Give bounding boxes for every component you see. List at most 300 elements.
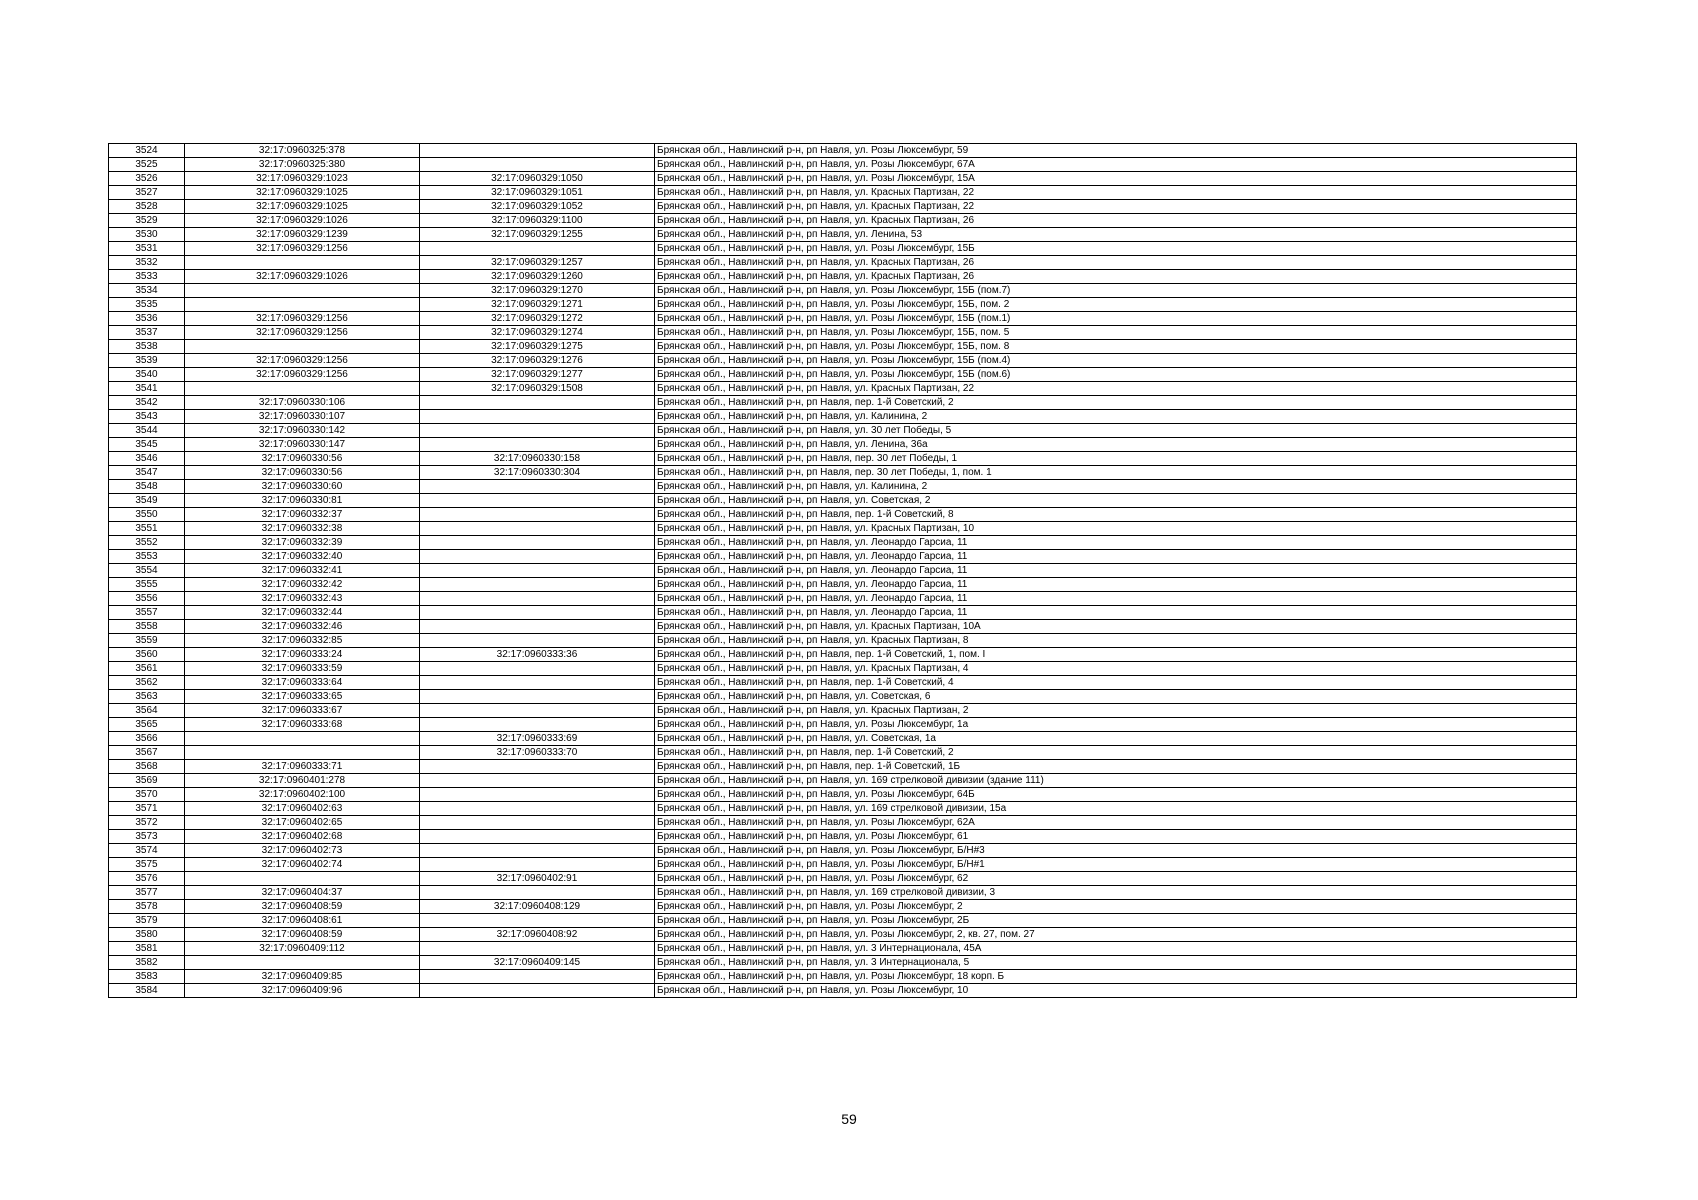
parcel-cadastral-number-cell: 32:17:0960333:68: [185, 718, 420, 732]
object-cadastral-number-cell: [420, 914, 655, 928]
object-cadastral-number-cell: [420, 578, 655, 592]
object-cadastral-number-cell: 32:17:0960329:1100: [420, 214, 655, 228]
address-cell: Брянская обл., Навлинский р-н, рп Навля, ул. Леонардо Гарсиа, 11: [655, 536, 1577, 550]
table-row: [109, 802, 1577, 816]
address-cell: Брянская обл., Навлинский р-н, рп Навля, ул. Красных Партизан, 22: [655, 382, 1577, 396]
table-row: [109, 592, 1577, 606]
row-number-cell: 3527: [109, 186, 185, 200]
table-row: [109, 830, 1577, 844]
parcel-cadastral-number-cell: 32:17:0960329:1025: [185, 186, 420, 200]
parcel-cadastral-number-cell: 32:17:0960402:63: [185, 802, 420, 816]
row-number-cell: 3578: [109, 900, 185, 914]
row-number-cell: 3561: [109, 662, 185, 676]
row-number-cell: 3572: [109, 816, 185, 830]
address-cell: Брянская обл., Навлинский р-н, рп Навля, ул. Красных Партизан, 10А: [655, 620, 1577, 634]
row-number-cell: 3575: [109, 858, 185, 872]
row-number-cell: 3544: [109, 424, 185, 438]
table-row: [109, 914, 1577, 928]
row-number-cell: 3579: [109, 914, 185, 928]
table-row: [109, 928, 1577, 942]
address-cell: Брянская обл., Навлинский р-н, рп Навля, ул. Розы Люксембург, 15А: [655, 172, 1577, 186]
row-number-cell: 3557: [109, 606, 185, 620]
parcel-cadastral-number-cell: 32:17:0960329:1026: [185, 270, 420, 284]
row-number-cell: 3549: [109, 494, 185, 508]
parcel-cadastral-number-cell: 32:17:0960330:107: [185, 410, 420, 424]
parcel-cadastral-number-cell: 32:17:0960333:59: [185, 662, 420, 676]
table-row: [109, 606, 1577, 620]
row-number-cell: 3568: [109, 760, 185, 774]
address-cell: Брянская обл., Навлинский р-н, рп Навля, ул. Ленина, 36а: [655, 438, 1577, 452]
table-row: [109, 676, 1577, 690]
row-number-cell: 3547: [109, 466, 185, 480]
address-cell: Брянская обл., Навлинский р-н, рп Навля, пер. 1-й Советский, 8: [655, 508, 1577, 522]
object-cadastral-number-cell: 32:17:0960329:1051: [420, 186, 655, 200]
row-number-cell: 3581: [109, 942, 185, 956]
table-row: [109, 186, 1577, 200]
address-cell: Брянская обл., Навлинский р-н, рп Навля, ул. Розы Люксембург, Б/Н#1: [655, 858, 1577, 872]
object-cadastral-number-cell: 32:17:0960408:92: [420, 928, 655, 942]
registry-table-wrapper: [108, 143, 1576, 998]
address-cell: Брянская обл., Навлинский р-н, рп Навля, ул. Красных Партизан, 4: [655, 662, 1577, 676]
parcel-cadastral-number-cell: 32:17:0960329:1026: [185, 214, 420, 228]
parcel-cadastral-number-cell: 32:17:0960402:100: [185, 788, 420, 802]
address-cell: Брянская обл., Навлинский р-н, рп Навля, ул. Розы Люксембург, 15Б, пом. 2: [655, 298, 1577, 312]
address-cell: Брянская обл., Навлинский р-н, рп Навля, ул. Розы Люксембург, 15Б, пом. 8: [655, 340, 1577, 354]
row-number-cell: 3546: [109, 452, 185, 466]
object-cadastral-number-cell: [420, 858, 655, 872]
address-cell: Брянская обл., Навлинский р-н, рп Навля, пер. 1-й Советский, 2: [655, 746, 1577, 760]
parcel-cadastral-number-cell: 32:17:0960329:1256: [185, 326, 420, 340]
address-cell: Брянская обл., Навлинский р-н, рп Навля, ул. Советская, 2: [655, 494, 1577, 508]
address-cell: Брянская обл., Навлинский р-н, рп Навля, ул. Розы Люксембург, 15Б: [655, 242, 1577, 256]
address-cell: Брянская обл., Навлинский р-н, рп Навля, ул. Красных Партизан, 26: [655, 270, 1577, 284]
parcel-cadastral-number-cell: 32:17:0960401:278: [185, 774, 420, 788]
table-row: [109, 326, 1577, 340]
table-row: [109, 368, 1577, 382]
table-row: [109, 256, 1577, 270]
table-row: [109, 718, 1577, 732]
address-cell: Брянская обл., Навлинский р-н, рп Навля, ул. Розы Люксембург, 15Б (пом.4): [655, 354, 1577, 368]
table-row: [109, 438, 1577, 452]
table-row: [109, 746, 1577, 760]
object-cadastral-number-cell: 32:17:0960329:1050: [420, 172, 655, 186]
table-row: [109, 228, 1577, 242]
row-number-cell: 3532: [109, 256, 185, 270]
row-number-cell: 3566: [109, 732, 185, 746]
table-row: [109, 452, 1577, 466]
object-cadastral-number-cell: [420, 508, 655, 522]
row-number-cell: 3574: [109, 844, 185, 858]
parcel-cadastral-number-cell: 32:17:0960332:40: [185, 550, 420, 564]
row-number-cell: 3569: [109, 774, 185, 788]
address-cell: Брянская обл., Навлинский р-н, рп Навля, пер. 1-й Советский, 4: [655, 676, 1577, 690]
row-number-cell: 3562: [109, 676, 185, 690]
parcel-cadastral-number-cell: 32:17:0960332:37: [185, 508, 420, 522]
address-cell: Брянская обл., Навлинский р-н, рп Навля, ул. Розы Люксембург, 15Б (пом.1): [655, 312, 1577, 326]
row-number-cell: 3571: [109, 802, 185, 816]
parcel-cadastral-number-cell: 32:17:0960333:65: [185, 690, 420, 704]
row-number-cell: 3531: [109, 242, 185, 256]
table-row: [109, 144, 1577, 158]
row-number-cell: 3540: [109, 368, 185, 382]
parcel-cadastral-number-cell: 32:17:0960332:41: [185, 564, 420, 578]
row-number-cell: 3555: [109, 578, 185, 592]
address-cell: Брянская обл., Навлинский р-н, рп Навля, ул. Розы Люксембург, 59: [655, 144, 1577, 158]
parcel-cadastral-number-cell: 32:17:0960330:81: [185, 494, 420, 508]
address-cell: Брянская обл., Навлинский р-н, рп Навля, ул. Леонардо Гарсиа, 11: [655, 578, 1577, 592]
object-cadastral-number-cell: 32:17:0960329:1272: [420, 312, 655, 326]
object-cadastral-number-cell: [420, 494, 655, 508]
row-number-cell: 3539: [109, 354, 185, 368]
parcel-cadastral-number-cell: 32:17:0960408:59: [185, 928, 420, 942]
row-number-cell: 3545: [109, 438, 185, 452]
parcel-cadastral-number-cell: 32:17:0960332:43: [185, 592, 420, 606]
table-row: [109, 578, 1577, 592]
object-cadastral-number-cell: 32:17:0960333:70: [420, 746, 655, 760]
address-cell: Брянская обл., Навлинский р-н, рп Навля, ул. Красных Партизан, 26: [655, 256, 1577, 270]
parcel-cadastral-number-cell: 32:17:0960332:46: [185, 620, 420, 634]
object-cadastral-number-cell: [420, 480, 655, 494]
address-cell: Брянская обл., Навлинский р-н, рп Навля, ул. Розы Люксембург, 64Б: [655, 788, 1577, 802]
address-cell: Брянская обл., Навлинский р-н, рп Навля, ул. Ленина, 53: [655, 228, 1577, 242]
address-cell: Брянская обл., Навлинский р-н, рп Навля, ул. 169 стрелковой дивизии, 3: [655, 886, 1577, 900]
table-row: [109, 410, 1577, 424]
address-cell: Брянская обл., Навлинский р-н, рп Навля, ул. Розы Люксембург, 2Б: [655, 914, 1577, 928]
row-number-cell: 3553: [109, 550, 185, 564]
address-cell: Брянская обл., Навлинский р-н, рп Навля, ул. Красных Партизан, 2: [655, 704, 1577, 718]
parcel-cadastral-number-cell: 32:17:0960409:96: [185, 984, 420, 998]
table-row: [109, 480, 1577, 494]
row-number-cell: 3533: [109, 270, 185, 284]
object-cadastral-number-cell: 32:17:0960329:1052: [420, 200, 655, 214]
row-number-cell: 3565: [109, 718, 185, 732]
table-row: [109, 158, 1577, 172]
object-cadastral-number-cell: [420, 536, 655, 550]
parcel-cadastral-number-cell: [185, 298, 420, 312]
object-cadastral-number-cell: [420, 424, 655, 438]
address-cell: Брянская обл., Навлинский р-н, рп Навля, ул. Розы Люксембург, 1а: [655, 718, 1577, 732]
table-row: [109, 494, 1577, 508]
address-cell: Брянская обл., Навлинский р-н, рп Навля, ул. Розы Люксембург, 18 корп. Б: [655, 970, 1577, 984]
row-number-cell: 3525: [109, 158, 185, 172]
object-cadastral-number-cell: [420, 788, 655, 802]
object-cadastral-number-cell: [420, 620, 655, 634]
table-row: [109, 942, 1577, 956]
row-number-cell: 3577: [109, 886, 185, 900]
object-cadastral-number-cell: 32:17:0960409:145: [420, 956, 655, 970]
object-cadastral-number-cell: 32:17:0960329:1275: [420, 340, 655, 354]
address-cell: Брянская обл., Навлинский р-н, рп Навля, ул. Советская, 6: [655, 690, 1577, 704]
parcel-cadastral-number-cell: 32:17:0960330:142: [185, 424, 420, 438]
address-cell: Брянская обл., Навлинский р-н, рп Навля, ул. Леонардо Гарсиа, 11: [655, 550, 1577, 564]
row-number-cell: 3534: [109, 284, 185, 298]
table-row: [109, 690, 1577, 704]
row-number-cell: 3551: [109, 522, 185, 536]
table-row: [109, 732, 1577, 746]
table-row: [109, 872, 1577, 886]
row-number-cell: 3535: [109, 298, 185, 312]
row-number-cell: 3530: [109, 228, 185, 242]
address-cell: Брянская обл., Навлинский р-н, рп Навля, ул. Леонардо Гарсиа, 11: [655, 606, 1577, 620]
parcel-cadastral-number-cell: 32:17:0960402:68: [185, 830, 420, 844]
row-number-cell: 3524: [109, 144, 185, 158]
row-number-cell: 3543: [109, 410, 185, 424]
object-cadastral-number-cell: 32:17:0960329:1260: [420, 270, 655, 284]
table-row: [109, 844, 1577, 858]
row-number-cell: 3550: [109, 508, 185, 522]
parcel-cadastral-number-cell: [185, 256, 420, 270]
row-number-cell: 3559: [109, 634, 185, 648]
address-cell: Брянская обл., Навлинский р-н, рп Навля, ул. Розы Люксембург, 2, кв. 27, пом. 27: [655, 928, 1577, 942]
address-cell: Брянская обл., Навлинский р-н, рп Навля, ул. 169 стрелковой дивизии (здание 111): [655, 774, 1577, 788]
table-row: [109, 312, 1577, 326]
object-cadastral-number-cell: [420, 760, 655, 774]
parcel-cadastral-number-cell: 32:17:0960329:1256: [185, 368, 420, 382]
object-cadastral-number-cell: [420, 522, 655, 536]
object-cadastral-number-cell: [420, 718, 655, 732]
object-cadastral-number-cell: [420, 830, 655, 844]
object-cadastral-number-cell: 32:17:0960330:158: [420, 452, 655, 466]
parcel-cadastral-number-cell: 32:17:0960330:106: [185, 396, 420, 410]
parcel-cadastral-number-cell: 32:17:0960329:1256: [185, 312, 420, 326]
table-row: [109, 508, 1577, 522]
object-cadastral-number-cell: [420, 410, 655, 424]
parcel-cadastral-number-cell: [185, 382, 420, 396]
parcel-cadastral-number-cell: 32:17:0960329:1256: [185, 354, 420, 368]
row-number-cell: 3536: [109, 312, 185, 326]
table-row: [109, 396, 1577, 410]
table-row: [109, 522, 1577, 536]
table-row: [109, 200, 1577, 214]
address-cell: Брянская обл., Навлинский р-н, рп Навля, ул. Розы Люксембург, 62: [655, 872, 1577, 886]
address-cell: Брянская обл., Навлинский р-н, рп Навля, ул. Красных Партизан, 22: [655, 186, 1577, 200]
object-cadastral-number-cell: [420, 844, 655, 858]
row-number-cell: 3573: [109, 830, 185, 844]
parcel-cadastral-number-cell: 32:17:0960332:38: [185, 522, 420, 536]
object-cadastral-number-cell: 32:17:0960402:91: [420, 872, 655, 886]
address-cell: Брянская обл., Навлинский р-н, рп Навля, ул. Леонардо Гарсиа, 11: [655, 592, 1577, 606]
row-number-cell: 3529: [109, 214, 185, 228]
parcel-cadastral-number-cell: 32:17:0960330:147: [185, 438, 420, 452]
address-cell: Брянская обл., Навлинский р-н, рп Навля, пер. 1-й Советский, 1, пом. I: [655, 648, 1577, 662]
address-cell: Брянская обл., Навлинский р-н, рп Навля, ул. Красных Партизан, 10: [655, 522, 1577, 536]
table-row: [109, 774, 1577, 788]
object-cadastral-number-cell: [420, 242, 655, 256]
object-cadastral-number-cell: 32:17:0960333:69: [420, 732, 655, 746]
address-cell: Брянская обл., Навлинский р-н, рп Навля, пер. 1-й Советский, 2: [655, 396, 1577, 410]
parcel-cadastral-number-cell: 32:17:0960333:71: [185, 760, 420, 774]
address-cell: Брянская обл., Навлинский р-н, рп Навля, ул. Красных Партизан, 26: [655, 214, 1577, 228]
table-row: [109, 466, 1577, 480]
table-row: [109, 634, 1577, 648]
table-row: [109, 298, 1577, 312]
parcel-cadastral-number-cell: 32:17:0960332:44: [185, 606, 420, 620]
object-cadastral-number-cell: [420, 984, 655, 998]
table-row: [109, 354, 1577, 368]
address-cell: Брянская обл., Навлинский р-н, рп Навля, ул. Розы Люксембург, 15Б, пом. 5: [655, 326, 1577, 340]
parcel-cadastral-number-cell: 32:17:0960402:74: [185, 858, 420, 872]
table-row: [109, 424, 1577, 438]
address-cell: Брянская обл., Навлинский р-н, рп Навля, пер. 1-й Советский, 1Б: [655, 760, 1577, 774]
table-row: [109, 858, 1577, 872]
address-cell: Брянская обл., Навлинский р-н, рп Навля, ул. 30 лет Победы, 5: [655, 424, 1577, 438]
row-number-cell: 3580: [109, 928, 185, 942]
object-cadastral-number-cell: [420, 438, 655, 452]
table-row: [109, 970, 1577, 984]
row-number-cell: 3526: [109, 172, 185, 186]
row-number-cell: 3582: [109, 956, 185, 970]
parcel-cadastral-number-cell: 32:17:0960329:1025: [185, 200, 420, 214]
object-cadastral-number-cell: 32:17:0960329:1274: [420, 326, 655, 340]
row-number-cell: 3528: [109, 200, 185, 214]
object-cadastral-number-cell: [420, 886, 655, 900]
row-number-cell: 3537: [109, 326, 185, 340]
table-row: [109, 788, 1577, 802]
table-row: [109, 760, 1577, 774]
parcel-cadastral-number-cell: 32:17:0960325:378: [185, 144, 420, 158]
parcel-cadastral-number-cell: 32:17:0960325:380: [185, 158, 420, 172]
address-cell: Брянская обл., Навлинский р-н, рп Навля, ул. Розы Люксембург, 62А: [655, 816, 1577, 830]
object-cadastral-number-cell: 32:17:0960408:129: [420, 900, 655, 914]
object-cadastral-number-cell: 32:17:0960329:1257: [420, 256, 655, 270]
parcel-cadastral-number-cell: 32:17:0960333:67: [185, 704, 420, 718]
parcel-cadastral-number-cell: 32:17:0960332:85: [185, 634, 420, 648]
object-cadastral-number-cell: [420, 816, 655, 830]
object-cadastral-number-cell: 32:17:0960329:1508: [420, 382, 655, 396]
parcel-cadastral-number-cell: 32:17:0960332:39: [185, 536, 420, 550]
parcel-cadastral-number-cell: 32:17:0960409:112: [185, 942, 420, 956]
object-cadastral-number-cell: [420, 970, 655, 984]
object-cadastral-number-cell: 32:17:0960333:36: [420, 648, 655, 662]
parcel-cadastral-number-cell: 32:17:0960329:1023: [185, 172, 420, 186]
table-row: [109, 886, 1577, 900]
registry-table-body: [109, 144, 1577, 998]
table-row: [109, 984, 1577, 998]
parcel-cadastral-number-cell: 32:17:0960409:85: [185, 970, 420, 984]
object-cadastral-number-cell: [420, 774, 655, 788]
table-row: [109, 816, 1577, 830]
parcel-cadastral-number-cell: 32:17:0960404:37: [185, 886, 420, 900]
address-cell: Брянская обл., Навлинский р-н, рп Навля, ул. Калинина, 2: [655, 480, 1577, 494]
parcel-cadastral-number-cell: 32:17:0960402:65: [185, 816, 420, 830]
object-cadastral-number-cell: 32:17:0960329:1277: [420, 368, 655, 382]
object-cadastral-number-cell: [420, 704, 655, 718]
table-row: [109, 284, 1577, 298]
parcel-cadastral-number-cell: 32:17:0960330:56: [185, 452, 420, 466]
table-row: [109, 536, 1577, 550]
object-cadastral-number-cell: 32:17:0960329:1270: [420, 284, 655, 298]
row-number-cell: 3563: [109, 690, 185, 704]
table-row: [109, 900, 1577, 914]
object-cadastral-number-cell: [420, 634, 655, 648]
parcel-cadastral-number-cell: 32:17:0960329:1256: [185, 242, 420, 256]
row-number-cell: 3576: [109, 872, 185, 886]
row-number-cell: 3583: [109, 970, 185, 984]
address-cell: Брянская обл., Навлинский р-н, рп Навля, ул. Красных Партизан, 8: [655, 634, 1577, 648]
address-cell: Брянская обл., Навлинский р-н, рп Навля, ул. Розы Люксембург, 15Б (пом.7): [655, 284, 1577, 298]
parcel-cadastral-number-cell: 32:17:0960330:60: [185, 480, 420, 494]
address-cell: Брянская обл., Навлинский р-н, рп Навля, пер. 30 лет Победы, 1, пом. 1: [655, 466, 1577, 480]
address-cell: Брянская обл., Навлинский р-н, рп Навля, ул. Советская, 1а: [655, 732, 1577, 746]
parcel-cadastral-number-cell: 32:17:0960408:59: [185, 900, 420, 914]
address-cell: Брянская обл., Навлинский р-н, рп Навля, ул. Красных Партизан, 22: [655, 200, 1577, 214]
parcel-cadastral-number-cell: [185, 732, 420, 746]
row-number-cell: 3567: [109, 746, 185, 760]
object-cadastral-number-cell: [420, 158, 655, 172]
registry-table: [108, 143, 1577, 998]
row-number-cell: 3548: [109, 480, 185, 494]
table-row: [109, 172, 1577, 186]
object-cadastral-number-cell: [420, 144, 655, 158]
address-cell: Брянская обл., Навлинский р-н, рп Навля, ул. 169 стрелковой дивизии, 15а: [655, 802, 1577, 816]
address-cell: Брянская обл., Навлинский р-н, рп Навля, ул. Розы Люксембург, 10: [655, 984, 1577, 998]
object-cadastral-number-cell: [420, 942, 655, 956]
object-cadastral-number-cell: [420, 564, 655, 578]
row-number-cell: 3570: [109, 788, 185, 802]
address-cell: Брянская обл., Навлинский р-н, рп Навля, пер. 30 лет Победы, 1: [655, 452, 1577, 466]
parcel-cadastral-number-cell: 32:17:0960330:56: [185, 466, 420, 480]
object-cadastral-number-cell: 32:17:0960329:1255: [420, 228, 655, 242]
table-row: [109, 242, 1577, 256]
row-number-cell: 3556: [109, 592, 185, 606]
row-number-cell: 3552: [109, 536, 185, 550]
table-row: [109, 564, 1577, 578]
address-cell: Брянская обл., Навлинский р-н, рп Навля, ул. Розы Люксембург, 67А: [655, 158, 1577, 172]
object-cadastral-number-cell: [420, 802, 655, 816]
address-cell: Брянская обл., Навлинский р-н, рп Навля, ул. Леонардо Гарсиа, 11: [655, 564, 1577, 578]
row-number-cell: 3564: [109, 704, 185, 718]
table-row: [109, 382, 1577, 396]
parcel-cadastral-number-cell: 32:17:0960333:24: [185, 648, 420, 662]
parcel-cadastral-number-cell: 32:17:0960333:64: [185, 676, 420, 690]
object-cadastral-number-cell: 32:17:0960329:1276: [420, 354, 655, 368]
object-cadastral-number-cell: 32:17:0960329:1271: [420, 298, 655, 312]
address-cell: Брянская обл., Навлинский р-н, рп Навля, ул. Розы Люксембург, 15Б (пом.6): [655, 368, 1577, 382]
parcel-cadastral-number-cell: 32:17:0960408:61: [185, 914, 420, 928]
row-number-cell: 3558: [109, 620, 185, 634]
row-number-cell: 3554: [109, 564, 185, 578]
address-cell: Брянская обл., Навлинский р-н, рп Навля, ул. Розы Люксембург, 2: [655, 900, 1577, 914]
table-row: [109, 214, 1577, 228]
parcel-cadastral-number-cell: [185, 746, 420, 760]
row-number-cell: 3560: [109, 648, 185, 662]
address-cell: Брянская обл., Навлинский р-н, рп Навля, ул. 3 Интернационала, 45А: [655, 942, 1577, 956]
object-cadastral-number-cell: [420, 592, 655, 606]
parcel-cadastral-number-cell: 32:17:0960329:1239: [185, 228, 420, 242]
address-cell: Брянская обл., Навлинский р-н, рп Навля, ул. Розы Люксембург, 61: [655, 830, 1577, 844]
table-row: [109, 550, 1577, 564]
row-number-cell: 3584: [109, 984, 185, 998]
parcel-cadastral-number-cell: 32:17:0960402:73: [185, 844, 420, 858]
table-row: [109, 340, 1577, 354]
address-cell: Брянская обл., Навлинский р-н, рп Навля, ул. Калинина, 2: [655, 410, 1577, 424]
table-row: [109, 956, 1577, 970]
table-row: [109, 648, 1577, 662]
page-number: 59: [841, 1111, 857, 1127]
object-cadastral-number-cell: [420, 662, 655, 676]
row-number-cell: 3538: [109, 340, 185, 354]
parcel-cadastral-number-cell: [185, 956, 420, 970]
object-cadastral-number-cell: [420, 396, 655, 410]
row-number-cell: 3542: [109, 396, 185, 410]
table-row: [109, 270, 1577, 284]
table-row: [109, 662, 1577, 676]
parcel-cadastral-number-cell: [185, 340, 420, 354]
object-cadastral-number-cell: [420, 606, 655, 620]
address-cell: Брянская обл., Навлинский р-н, рп Навля, ул. Розы Люксембург, Б/Н#3: [655, 844, 1577, 858]
object-cadastral-number-cell: 32:17:0960330:304: [420, 466, 655, 480]
object-cadastral-number-cell: [420, 690, 655, 704]
